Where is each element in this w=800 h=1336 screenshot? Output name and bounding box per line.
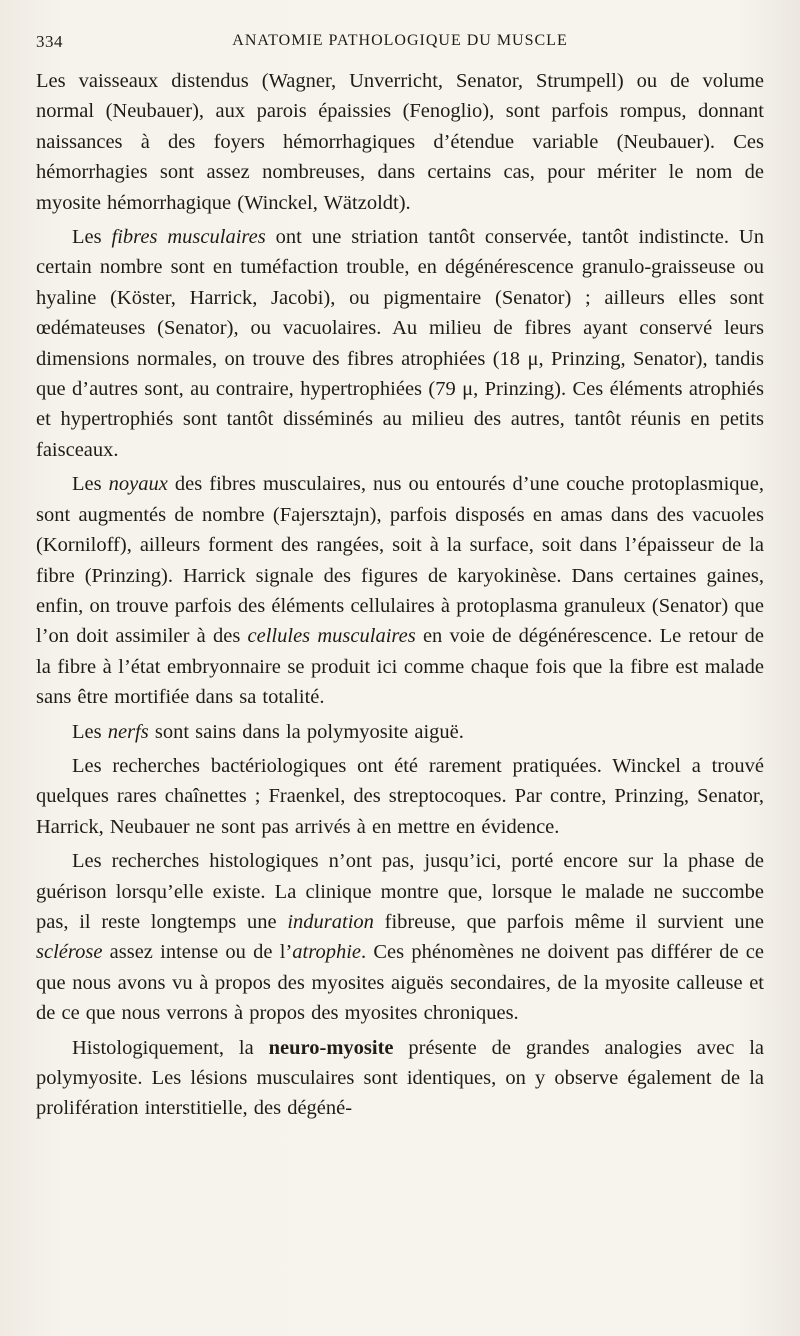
paragraph	[36, 469, 764, 712]
text-run: Les	[72, 226, 112, 249]
text-run: Les recherches histologiques n’ont pas, jusqu’ici, porté encore sur la phase de guérison lorsqu’elle existe. La clinique montre que, lorsque le malade ne succombe pas, il reste longtemps une	[36, 850, 764, 933]
italic-term: atrophie	[292, 941, 361, 964]
text-run: Les	[72, 473, 109, 496]
italic-term: noyaux	[108, 473, 168, 496]
text-run: Les	[72, 720, 108, 743]
text-run: ont une striation tantôt conservée, tantôt indistincte. Un certain nombre sont en tuméfaction trouble, en dégénérescence granulo-graisseuse ou hyaline (Köster, Harrick, Jacobi), ou pigmentaire (Senator) ; ailleurs elles sont œdémateuses (Senator), ou vacuolaires. Au milieu de fibres ayant conservé leurs dimensions normales, on trouve des fibres atrophiées (18 μ, Prinzing, Senator), tandis que d’autres sont, au contraire, hypertrophiées (79 μ, Prinzing). Ces éléments atrophiés et hypertrophiés sont tantôt disséminés au milieu des autres, tantôt réunis en petits faisceaux.	[36, 226, 764, 461]
italic-term: induration	[287, 910, 374, 933]
running-title: ANATOMIE PATHOLOGIQUE DU MUSCLE	[232, 32, 568, 49]
italic-term: fibres musculaires	[111, 226, 266, 249]
paragraph	[36, 717, 764, 747]
paragraph	[36, 846, 764, 1028]
text-run: Histologiquement, la	[72, 1036, 269, 1059]
page-number: 334	[36, 32, 63, 51]
bold-term: neuro-myosite	[268, 1036, 394, 1059]
text-run: sont sains dans la polymyosite aiguë.	[148, 720, 464, 743]
text-run: assez intense ou de l’	[102, 941, 293, 964]
paragraph	[36, 1033, 764, 1124]
text-run: des fibres musculaires, nus ou entourés d’une couche protoplasmique, sont augmentés de nombre (Fajersztajn), parfois disposés en amas dans des vacuoles (Korniloff), ailleurs forment des rangées, soit à la surface, soit dans l’épaisseur de la fibre (Prinzing). Harrick signale des figures de karyokinèse. Dans certaines gaines, enfin, on trouve parfois des éléments cellulaires à protoplasma granuleux (Senator) que l’on doit assimiler à des	[36, 473, 764, 648]
paragraph	[36, 751, 764, 842]
running-head	[36, 30, 764, 56]
text-run: en voie de dégénérescence. Le retour de la fibre à l’état embryonnaire se produit ici comme chaque fois que la fibre est malade sans être mortifiée dans sa totalité.	[36, 625, 764, 709]
text-run: fibreuse, que parfois même il survient une	[373, 910, 764, 933]
text-run: . Ces phénomènes ne doivent pas différer de ce que nous avons vu à propos des myosites aiguës secondaires, de la myosite calleuse et de ce que nous verrons à propos des myosites chroniques.	[36, 941, 764, 1025]
text-run: Les recherches bactériologiques ont été rarement pratiquées. Winckel a trouvé quelques rares chaînettes ; Fraenkel, des streptocoques. Par contre, Prinzing, Senator, Harrick, Neubauer ne sont pas arrivés à en mettre en évidence.	[36, 754, 764, 838]
body-text	[36, 66, 764, 1124]
paragraph	[36, 66, 764, 218]
text-run: Les vaisseaux distendus (Wagner, Unverricht, Senator, Strumpell) ou de volume normal (Neubauer), aux parois épaissies (Fenoglio), sont parfois rompus, donnant naissances à des foyers hémorrhagiques d’étendue variable (Neubauer). Ces hémorrhagies sont assez nombreuses, dans certains cas, pour mériter le nom de myosite hémorrhagique (Winckel, Wätzoldt).	[36, 70, 764, 214]
paragraph	[36, 222, 764, 465]
italic-term: sclérose	[36, 941, 103, 964]
text-run: présente de grandes analogies avec la polymyosite. Les lésions musculaires sont identiques, on y observe également de la prolifération interstitielle, des dégéné-	[36, 1036, 764, 1120]
italic-term: cellules musculaires	[247, 625, 416, 648]
italic-term: nerfs	[107, 720, 149, 743]
